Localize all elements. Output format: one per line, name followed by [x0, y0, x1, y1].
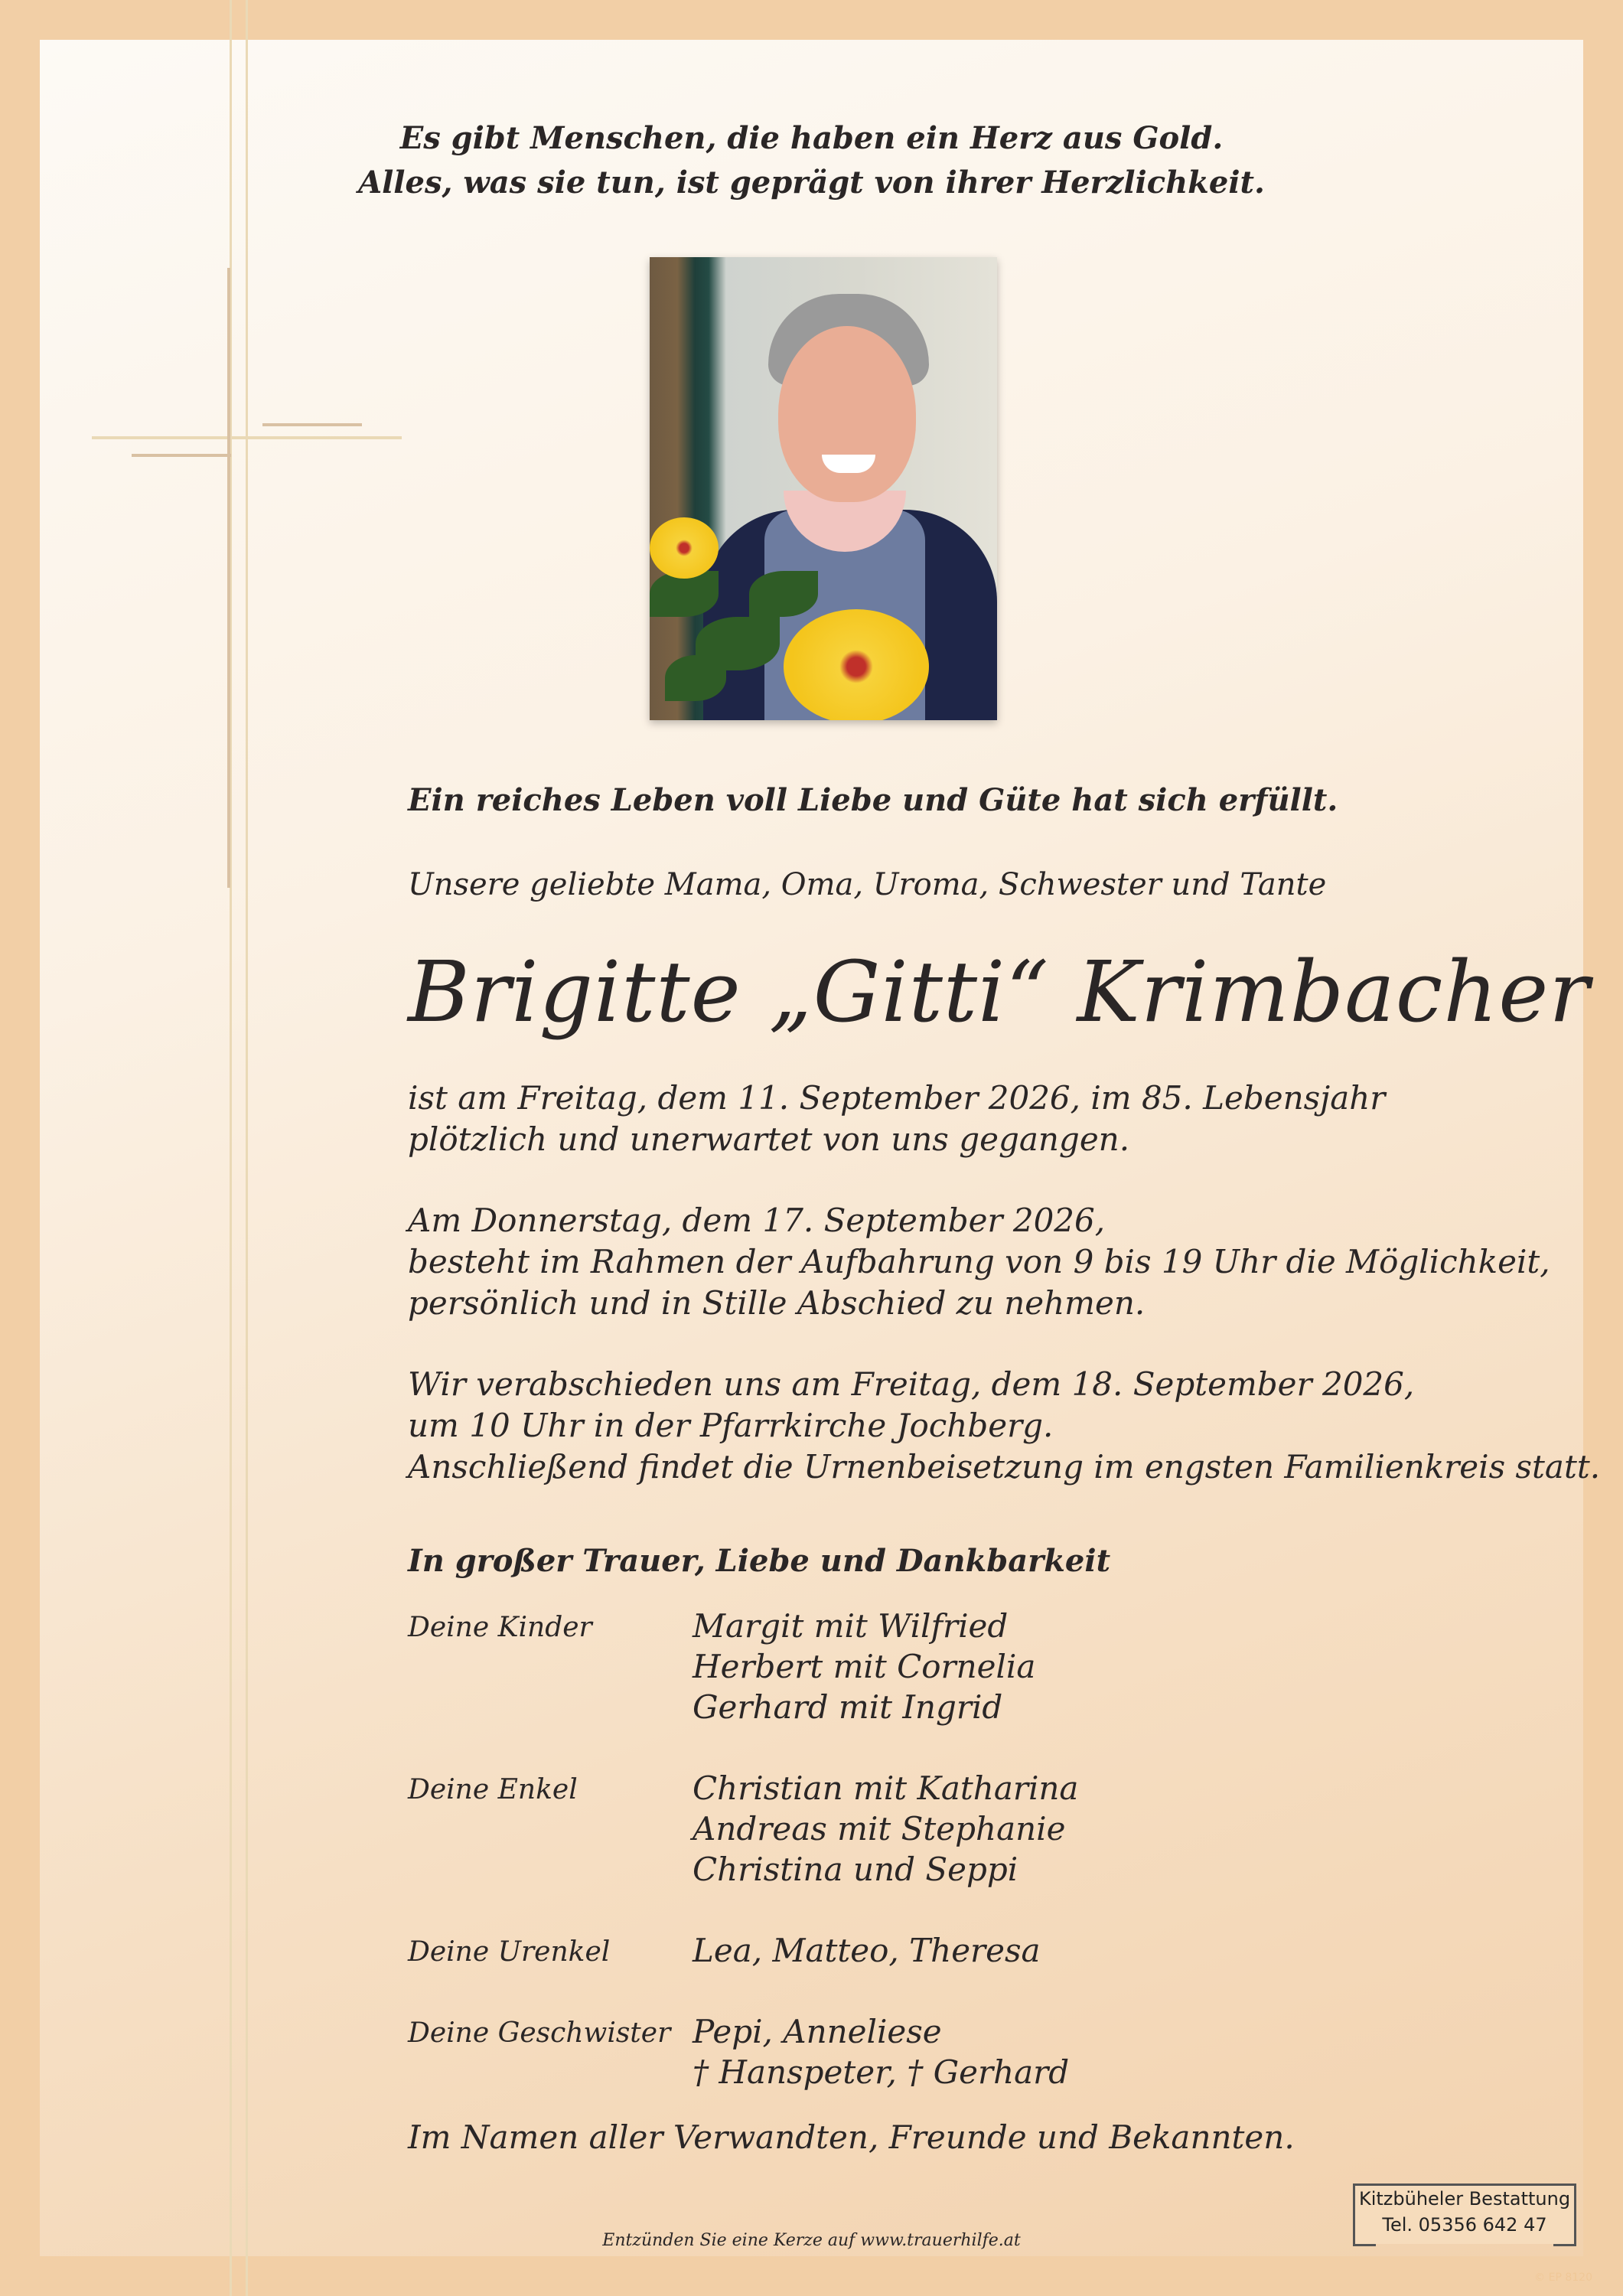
deceased-name: Brigitte „Gitti“ Krimbacher — [408, 943, 1590, 1041]
funeral-notice — [408, 1364, 1600, 1488]
logo-phone: Tel. 05356 642 47 — [1382, 2214, 1547, 2236]
print-code: © EP 8120 — [1534, 2272, 1592, 2284]
relative-name: Christina und Seppi — [693, 1851, 1018, 1888]
life-heading: Ein reiches Leben voll Liebe und Güte hat sich erfüllt. — [408, 782, 1338, 818]
logo-name: Kitzbüheler Bestattung — [1358, 2188, 1571, 2210]
cross-gold-beam — [92, 436, 402, 439]
mourning-heading: In großer Trauer, Liebe und Dankbarkeit — [408, 1543, 1111, 1579]
relatives-names — [693, 2011, 1069, 2092]
funeral-line-2: um 10 Uhr in der Pfarrkirche Jochberg. — [408, 1407, 1054, 1444]
relative-name: Christian mit Katharina — [693, 1769, 1079, 1807]
relatives-label: Deine Kinder — [408, 1612, 592, 1643]
relatives-label: Deine Geschwister — [408, 2017, 671, 2049]
closing-line: Im Namen aller Verwandten, Freunde und Bekannten. — [408, 2118, 1295, 2156]
viewing-line-3: persönlich und in Stille Abschied zu nehmen. — [408, 1284, 1146, 1322]
decor-line — [246, 0, 248, 2296]
cross-right-arm — [262, 423, 362, 426]
opening-quote — [0, 116, 1623, 205]
funeral-home-logo — [1353, 2183, 1576, 2244]
relatives-names — [693, 1606, 1035, 1727]
relatives-names — [693, 1768, 1078, 1890]
quote-line-2: Alles, was sie tun, ist geprägt von ihrer Herzlichkeit. — [358, 165, 1265, 201]
intro-line: Unsere geliebte Mama, Oma, Uroma, Schwester und Tante — [408, 867, 1327, 902]
funeral-line-3: Anschließend findet die Urnenbeisetzung im engsten Familienkreis statt. — [408, 1448, 1601, 1486]
relatives-label: Deine Urenkel — [408, 1936, 611, 1968]
hibiscus-flower — [650, 517, 719, 579]
cross-vertical — [227, 268, 230, 888]
relative-name: Lea, Matteo, Theresa — [693, 1932, 1041, 1969]
death-line-1: ist am Freitag, dem 11. September 2026, im 85. Lebensjahr — [408, 1079, 1386, 1117]
relative-name: Gerhard mit Ingrid — [693, 1688, 1003, 1726]
quote-line-1: Es gibt Menschen, die haben ein Herz aus Gold. — [399, 120, 1224, 156]
viewing-notice — [408, 1200, 1550, 1324]
cross-left-arm — [132, 454, 231, 457]
candle-link-text: Entzünden Sie eine Kerze auf www.trauerhilfe.at — [602, 2231, 1021, 2250]
viewing-line-2: besteht im Rahmen der Aufbahrung von 9 bis 19 Uhr die Möglichkeit, — [408, 1243, 1550, 1280]
relative-name: Pepi, Anneliese — [693, 2013, 942, 2050]
relatives-names — [693, 1930, 1041, 1971]
relative-name: Margit mit Wilfried — [693, 1607, 1009, 1645]
relative-name: Andreas mit Stephanie — [693, 1810, 1066, 1848]
relatives-label: Deine Enkel — [408, 1774, 578, 1805]
death-notice — [408, 1078, 1385, 1160]
death-line-2: plötzlich und unerwartet von uns gegangen. — [408, 1120, 1130, 1158]
hibiscus-flower — [784, 609, 929, 720]
relative-name: † Hanspeter, † Gerhard — [693, 2053, 1070, 2091]
funeral-line-1: Wir verabschieden uns am Freitag, dem 18. September 2026, — [408, 1365, 1415, 1403]
relative-name: Herbert mit Cornelia — [693, 1648, 1036, 1685]
viewing-line-1: Am Donnerstag, dem 17. September 2026, — [408, 1202, 1106, 1239]
portrait-photo — [650, 257, 997, 720]
